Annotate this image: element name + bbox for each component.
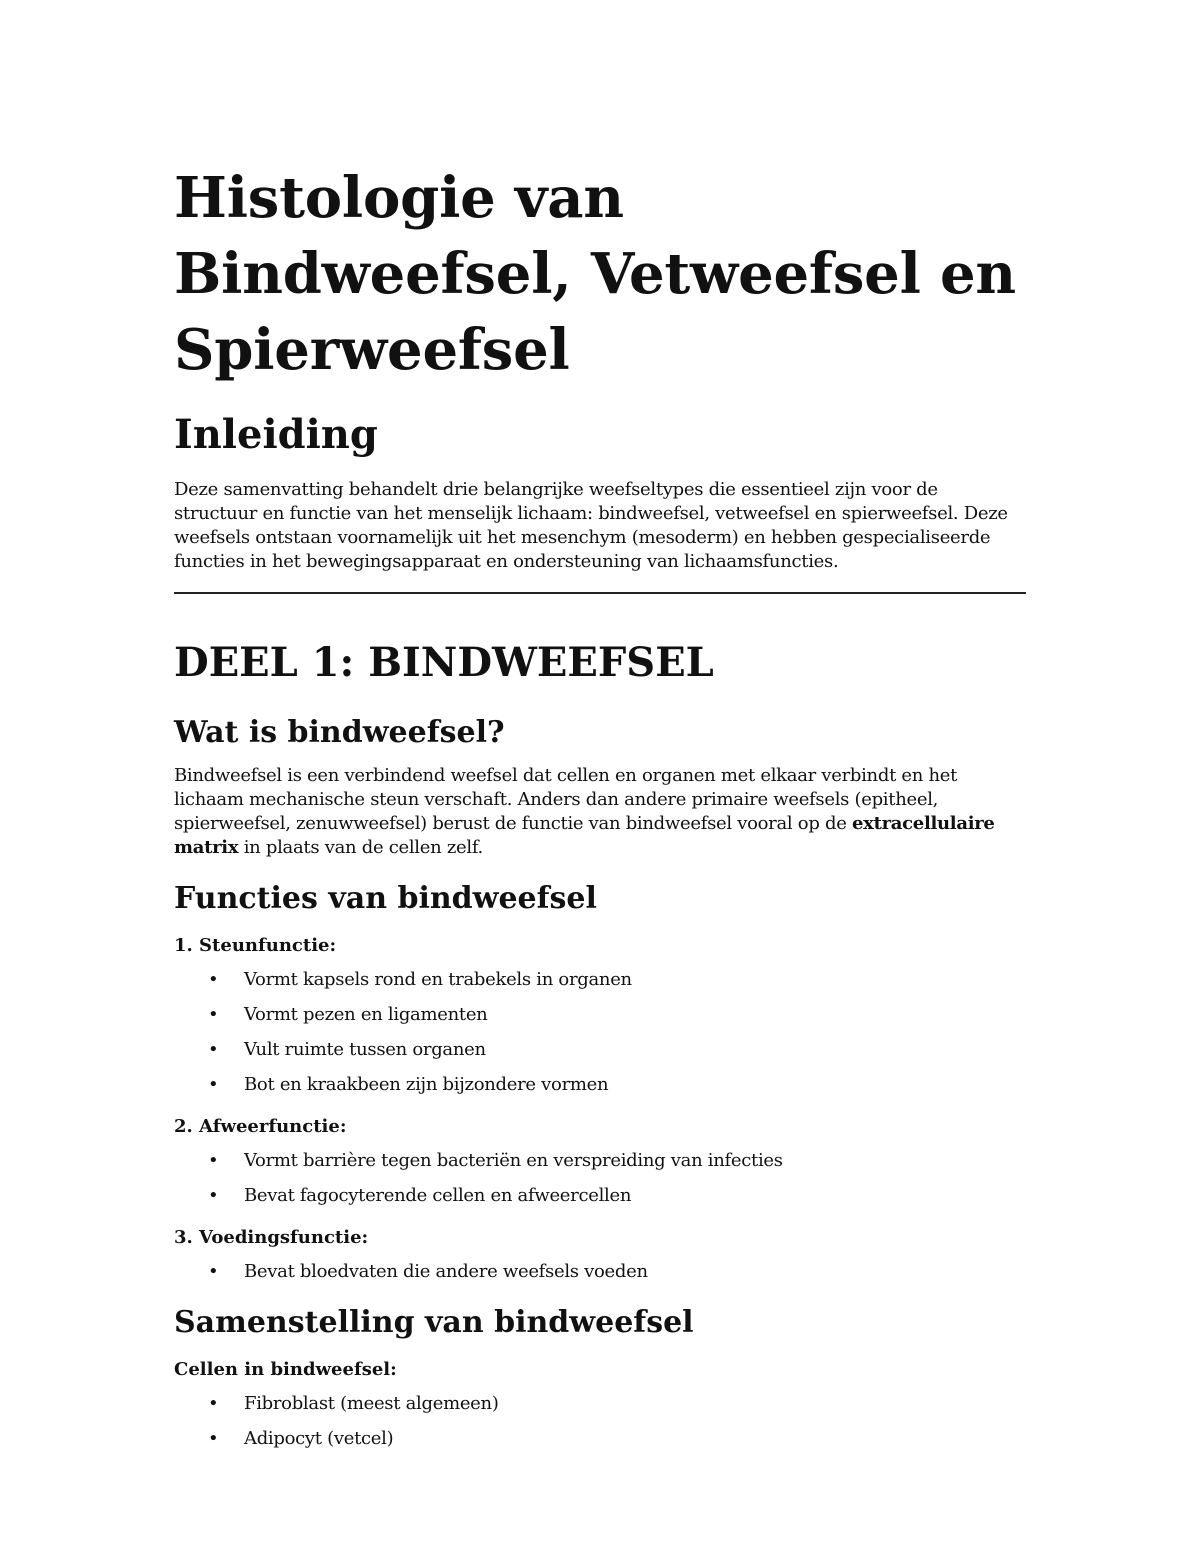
- function-label-defense: 2. Afweerfunctie:: [174, 1116, 347, 1137]
- list-item: [174, 1003, 1026, 1027]
- defense-function-list: [174, 1149, 1026, 1208]
- list-item-text: Bevat bloedvaten die andere weefsels voeden: [244, 1261, 648, 1282]
- what-is-text-start: Bindweefsel is een verbindend weefsel dat cellen en organen met elkaar verbindt en het lichaam mechanische steun verschaft. Anders dan andere primaire weefsels (epitheel, spierweefsel, zenuwweefsel) berust de functie van bindweefsel vooral op de: [174, 765, 958, 834]
- intro-paragraph: Deze samenvatting behandelt drie belangrijke weefseltypes die essentieel zijn voor de structuur en functie van het menselijk lichaam: bindweefsel, vetweefsel en spierweefsel. Deze weefsels ontstaan voornamelijk uit het mesenchym (mesoderm) en hebben gespecialiseerde functies in het bewegingsapparaat en ondersteuning van lichaamsfuncties.: [174, 479, 1008, 572]
- list-item-text: Bot en kraakbeen zijn bijzondere vormen: [244, 1074, 609, 1095]
- what-is-paragraph: [174, 764, 1026, 860]
- functions-heading: Functies van bindweefsel: [174, 881, 597, 916]
- list-item-text: Vormt pezen en ligamenten: [244, 1004, 488, 1025]
- list-item-text: Bevat fagocyterende cellen en afweercellen: [244, 1185, 632, 1206]
- bullet-icon: •: [208, 1004, 219, 1025]
- document-content: [174, 160, 1026, 1451]
- list-item: [174, 1038, 1026, 1062]
- bullet-icon: •: [208, 1261, 219, 1282]
- list-item-text: Adipocyt (vetcel): [244, 1428, 394, 1449]
- list-item: [174, 1149, 1026, 1173]
- horizontal-divider: [174, 592, 1026, 594]
- part1-heading: DEEL 1: BINDWEEFSEL: [174, 639, 714, 686]
- list-item-text: Vormt barrière tegen bacteriën en verspreiding van infecties: [244, 1150, 783, 1171]
- list-item: [174, 1392, 1026, 1416]
- list-item: [174, 1073, 1026, 1097]
- function-label-support: 1. Steunfunctie:: [174, 935, 337, 956]
- list-item: [174, 1260, 1026, 1284]
- list-item-text: Vormt kapsels rond en trabekels in organen: [244, 969, 632, 990]
- support-function-list: [174, 968, 1026, 1097]
- bullet-icon: •: [208, 1039, 219, 1060]
- bullet-icon: •: [208, 1185, 219, 1206]
- extracellular-matrix-term: extracellulaire matrix: [174, 813, 995, 858]
- cells-list: [174, 1392, 1026, 1451]
- bullet-icon: •: [208, 1074, 219, 1095]
- what-is-text-end: in plaats van de cellen zelf.: [238, 837, 483, 858]
- what-is-heading: Wat is bindweefsel?: [174, 715, 505, 750]
- bullet-icon: •: [208, 1428, 219, 1449]
- cells-label: Cellen in bindweefsel:: [174, 1359, 397, 1380]
- document-title: Histologie van Bindweefsel, Vetweefsel en Spierweefsel: [174, 165, 1016, 383]
- list-item-text: Fibroblast (meest algemeen): [244, 1393, 499, 1414]
- bullet-icon: •: [208, 1150, 219, 1171]
- composition-heading: Samenstelling van bindweefsel: [174, 1305, 694, 1340]
- nutrition-function-list: [174, 1260, 1026, 1284]
- bullet-icon: •: [208, 1393, 219, 1414]
- list-item: [174, 1427, 1026, 1451]
- function-label-nutrition: 3. Voedingsfunctie:: [174, 1227, 369, 1248]
- bullet-icon: •: [208, 969, 219, 990]
- intro-heading: Inleiding: [174, 411, 378, 458]
- list-item-text: Vult ruimte tussen organen: [244, 1039, 486, 1060]
- list-item: [174, 968, 1026, 992]
- list-item: [174, 1184, 1026, 1208]
